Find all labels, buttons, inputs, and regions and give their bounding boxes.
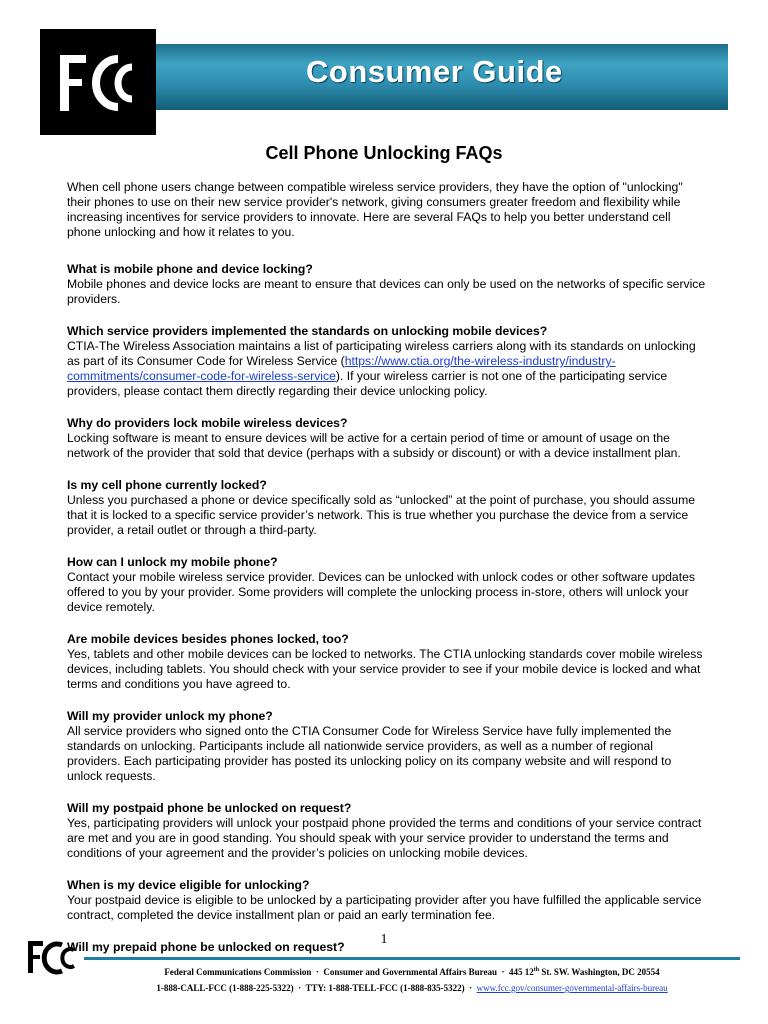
consumer-guide-banner [156,44,728,110]
faq-question: What is mobile phone and device locking? [67,262,313,276]
faq-item [67,709,707,784]
phone-number: 1-888-CALL-FCC (1-888-225-5322) [156,983,294,993]
faq-answer: Yes, tablets and other mobile devices can be locked to networks. The CTIA unlocking standards cover mobile wireless devices, including tablets. You should check with your service provider to see if your mobile device is locked and what terms and conditions you have agreed to. [67,647,703,691]
faq-question: Are mobile devices besides phones locked, too? [67,632,349,646]
faq-answer: Locking software is meant to ensure devices will be active for a certain period of time or amount of usage on the network of the provider that sold that device (perhaps with a subsidy or discount) or with a device installment plan. [67,431,681,460]
answer-text: ). If your wireless carrier is not one of the participating service providers, please contact them directly regarding their device unlocking policy. [67,369,668,398]
separator: · [298,983,302,993]
address: 445 12th St. SW. Washington, DC 20554 [509,967,660,977]
fcc-footer-logo-icon [26,937,80,979]
faq-question: Is my cell phone currently locked? [67,478,267,492]
faq-item [67,555,707,615]
banner-title: Consumer Guide [306,54,563,89]
answer-text: CTIA-The Wireless Association maintains a list of participating wireless carriers along with its standards on unlocking as part of its Consumer Code for Wireless Service ( [67,339,696,368]
faq-answer: Unless you purchased a phone or device specifically sold as “unlocked” at the point of purchase, you should assume that it is locked to a specific service provider’s network. This is true whether you purchase the device from a service provider, a retail outlet or through a third-party. [67,493,696,537]
fcc-logo-icon [40,29,156,135]
faq-answer: Mobile phones and device locks are meant to ensure that devices can only be used on the networks of specific service providers. [67,277,706,306]
page-title: Cell Phone Unlocking FAQs [265,143,503,163]
bureau-name: Consumer and Governmental Affairs Bureau [323,967,498,977]
separator: · [315,967,319,977]
faq-item [67,416,707,461]
faq-answer: Contact your mobile wireless service provider. Devices can be unlocked with unlock codes or other software updates offered to you by your provider. Some providers will complete the unlocking process in-store, others will unlock your device remotely. [67,570,695,614]
separator: · [469,983,473,993]
faq-item [67,262,707,307]
faq-question: Will my prepaid phone be unlocked on request? [67,940,345,954]
footer-contact-line [84,983,740,993]
faq-item [67,878,707,923]
footer-divider [84,957,740,960]
agency-name: Federal Communications Commission [164,967,312,977]
faq-item [67,478,707,538]
faq-item [67,801,707,861]
separator: · [501,967,505,977]
bureau-website-link[interactable]: www.fcc.gov/consumer-governmental-affairs-bureau [476,983,668,993]
tty-number: TTY: 1-888-TELL-FCC (1-888-835-5322) [305,983,465,993]
faq-question: Which service providers implemented the standards on unlocking mobile devices? [67,324,548,338]
page-number: 1 [380,932,388,947]
faq-question: When is my device eligible for unlocking? [67,878,310,892]
faq-question: Why do providers lock mobile wireless devices? [67,416,348,430]
faq-question: Will my postpaid phone be unlocked on request? [67,801,352,815]
faq-question: Will my provider unlock my phone? [67,709,273,723]
faq-answer: All service providers who signed onto the CTIA Consumer Code for Wireless Service have fully implemented the standards on unlocking. Participants include all nationwide service providers, as well as a number of regional providers. Each participating provider has posted its unlocking policy on its company website and will respond to unlock requests. [67,724,672,783]
faq-item [67,632,707,692]
footer-address-line [84,967,740,977]
intro-paragraph: When cell phone users change between compatible wireless service providers, they have the option of "unlocking" their phones to use on their new service provider's network, giving consumers greater freedom and flexibility while increasing incentives for service providers to innovate. Here are several FAQs to help you better understand cell phone unlocking and how it relates to you. [67,180,683,239]
ctia-code-link[interactable]: https://www.ctia.org/the-wireless-industry/industry-commitments/consumer-code-for-wireless-service [67,354,616,383]
faq-item [67,324,707,399]
faq-answer: Your postpaid device is eligible to be unlocked by a participating provider after you have fulfilled the applicable service contract, completed the device installment plan or paid an early termination fee. [67,893,702,922]
faq-answer [67,339,707,399]
faq-content [67,180,707,972]
faq-question: How can I unlock my mobile phone? [67,555,278,569]
faq-answer: Yes, participating providers will unlock your postpaid phone provided the terms and conditions of your service contract are met and you are in good standing. You should speak with your service provider to understand the terms and conditions of your agreement and the provider’s policies on unlocking mobile devices. [67,816,702,860]
fcc-logo [40,29,156,135]
